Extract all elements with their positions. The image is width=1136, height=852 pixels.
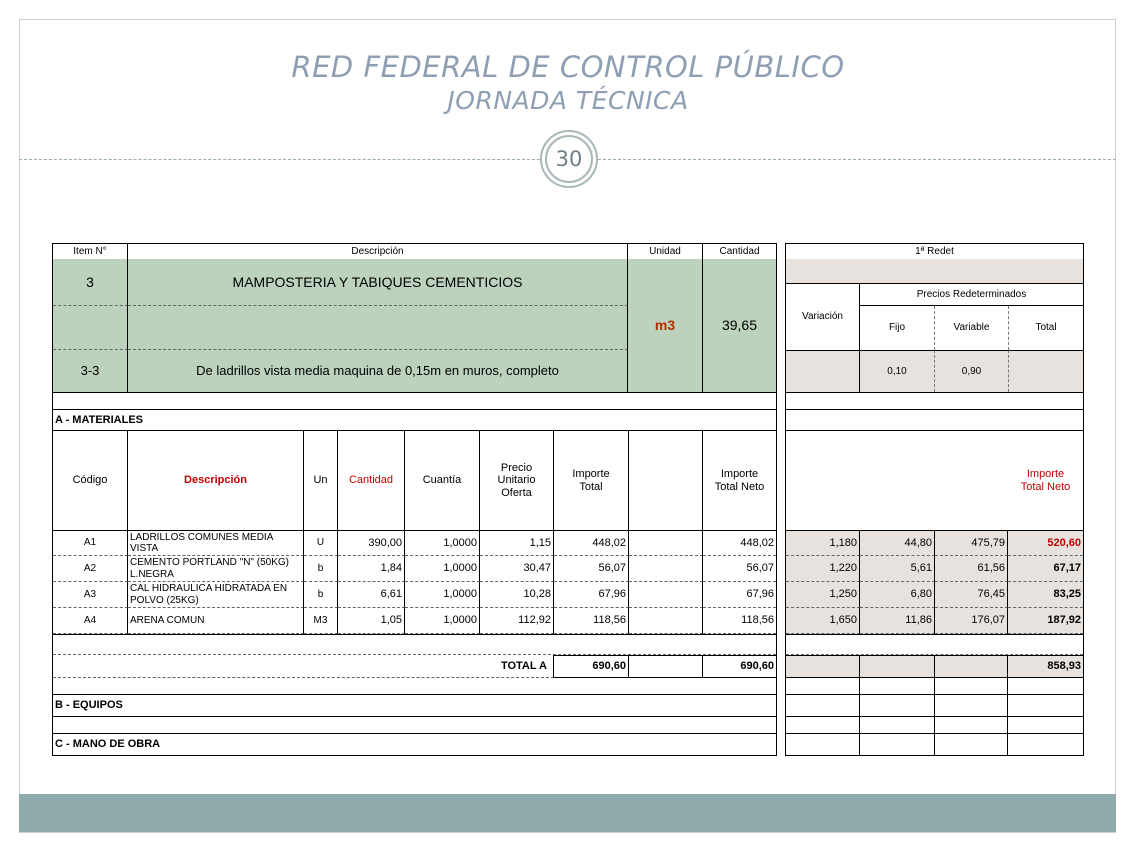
section-materiales: A - MATERIALES [53,410,776,431]
redet-neto_redet: 187,92 [1008,608,1083,634]
total-neto-redet: 858,93 [1008,655,1083,678]
redet-section-b [860,695,935,717]
redet-section-c [860,734,935,755]
redet-variacion: 6,80 [860,582,935,608]
redet-factor: 1,180 [786,530,860,556]
material-un: b [304,582,338,608]
material-cantidad: 390,00 [338,530,405,556]
header-precios-redet: Precios Redeterminados [860,284,1083,306]
slide-subtitle: JORNADA TÉCNICA [447,86,689,115]
page-number-badge [540,130,598,188]
divider-line-left [19,159,540,160]
header-variacion: Variación [786,284,860,350]
col-blank [629,431,703,530]
material-cantidad: 1,84 [338,556,405,582]
material-un: b [304,556,338,582]
redet-section-c [1008,734,1083,755]
redet-section-b [935,695,1008,717]
redet-neto_redet: 83,25 [1008,582,1083,608]
redet-spacer [786,392,1083,410]
variable-value: 0,90 [935,350,1009,392]
redet-section-c [786,734,860,755]
section-mano-de-obra: C - MANO DE OBRA [55,738,161,751]
material-descripcion: ARENA COMUN [128,608,304,634]
redet-section-c [935,734,1008,755]
material-un: U [304,530,338,556]
header-cantidad: Cantidad [703,244,776,260]
col-importe-neto-redet: Importe Total Neto [1020,467,1071,493]
material-cuantia: 1,0000 [405,530,480,556]
item-number: 3 [53,259,128,306]
material-cuantia: 1,0000 [405,556,480,582]
redet-variacion: 44,80 [860,530,935,556]
col-precio-unitario: Precio Unitario Oferta [480,431,554,530]
redet-total-1 [786,655,860,678]
header-redet: 1ª Redet [786,244,1083,260]
header-descripcion: Descripción [128,244,628,260]
redet-var-cell [786,350,860,392]
material-cuantia: 1,0000 [405,582,480,608]
total-neto: 690,60 [703,655,776,678]
redet-variacion: 11,86 [860,608,935,634]
col-codigo: Código [53,431,128,530]
material-importe: 56,07 [554,556,629,582]
footer-bar [19,794,1116,832]
item-quantity: 39,65 [703,259,776,392]
redet-spacer-4 [860,717,935,734]
header-item-no: Item N° [53,244,128,260]
material-codigo: A3 [53,582,128,608]
spacer-row [53,392,776,410]
redet-factor: 1,250 [786,582,860,608]
redet-spacer-4 [935,717,1008,734]
material-precio: 10,28 [480,582,554,608]
spacer-row-3 [53,678,776,695]
material-neto: 67,96 [703,582,776,608]
material-precio: 30,47 [480,556,554,582]
redet-spacer-3 [786,678,860,695]
col-descripcion: Descripción [128,431,304,530]
redet-table [785,243,1084,756]
item-blank-left [53,306,128,350]
fijo-value: 0,10 [860,350,935,392]
redet-spacer-3 [1008,678,1083,695]
material-cuantia: 1,0000 [405,608,480,634]
header-fijo: Fijo [860,306,935,350]
redet-total_redet: 61,56 [935,556,1008,582]
col-importe-neto: Importe Total Neto [714,467,765,493]
section-equipos: B - EQUIPOS [53,695,776,717]
material-importe: 67,96 [554,582,629,608]
material-precio: 112,92 [480,608,554,634]
material-cantidad: 6,61 [338,582,405,608]
material-blank [629,556,703,582]
header-unidad: Unidad [628,244,703,260]
item-sub-description: De ladrillos vista media maquina de 0,15m en muros, completo [128,350,628,392]
material-codigo: A4 [53,608,128,634]
item-name: MAMPOSTERIA Y TABIQUES CEMENTICIOS [128,259,628,306]
budget-table [52,243,777,756]
redet-factor: 1,220 [786,556,860,582]
material-codigo: A1 [53,530,128,556]
redet-grey-top [786,259,1083,284]
col-importe-total: Importe Total [554,431,629,530]
material-neto: 118,56 [703,608,776,634]
item-blank-desc [128,306,628,350]
redet-total-2 [860,655,935,678]
redet-spacer-3 [935,678,1008,695]
redet-spacer-2 [786,634,1083,655]
material-blank [629,582,703,608]
material-neto: 448,02 [703,530,776,556]
material-importe: 118,56 [554,608,629,634]
spacer-row-4 [53,717,776,734]
redet-total_redet: 475,79 [935,530,1008,556]
redet-spacer-4 [1008,717,1083,734]
page-number: 30 [545,135,593,183]
redet-spacer-3 [860,678,935,695]
header-variable: Variable [935,306,1009,350]
col-cantidad: Cantidad [338,431,405,530]
material-codigo: A2 [53,556,128,582]
total-importe: 690,60 [554,655,629,678]
material-blank [629,608,703,634]
redet-factor: 1,650 [786,608,860,634]
redet-total-3 [935,655,1008,678]
redet-total_redet: 176,07 [935,608,1008,634]
item-unit: m3 [628,259,703,392]
redet-neto_redet: 520,60 [1008,530,1083,556]
redet-total_redet: 76,45 [935,582,1008,608]
item-sub-number: 3-3 [53,350,128,392]
material-descripcion: LADRILLOS COMUNES MEDIA VISTA [128,530,304,556]
material-neto: 56,07 [703,556,776,582]
divider-line-right [598,159,1116,160]
material-descripcion: CEMENTO PORTLAND "N" (50KG) L.NEGRA [128,556,304,582]
redet-section-a [786,410,1083,431]
col-un: Un [304,431,338,530]
redet-section-b [786,695,860,717]
total-blank [629,655,703,678]
material-un: M3 [304,608,338,634]
material-descripcion: CAL HIDRAULICA HIDRATADA EN POLVO (25KG) [128,582,304,608]
col-cuantia: Cuantía [405,431,480,530]
redet-spacer-4 [786,717,860,734]
material-precio: 1,15 [480,530,554,556]
redet-neto_redet: 67,17 [1008,556,1083,582]
redet-section-b [1008,695,1083,717]
total-label: TOTAL A [53,655,554,678]
material-importe: 448,02 [554,530,629,556]
slide-title: RED FEDERAL DE CONTROL PÚBLICO [291,50,845,84]
material-blank [629,530,703,556]
header-total: Total [1035,322,1057,334]
material-cantidad: 1,05 [338,608,405,634]
redet-variacion: 5,61 [860,556,935,582]
spacer-row-2 [53,634,776,655]
